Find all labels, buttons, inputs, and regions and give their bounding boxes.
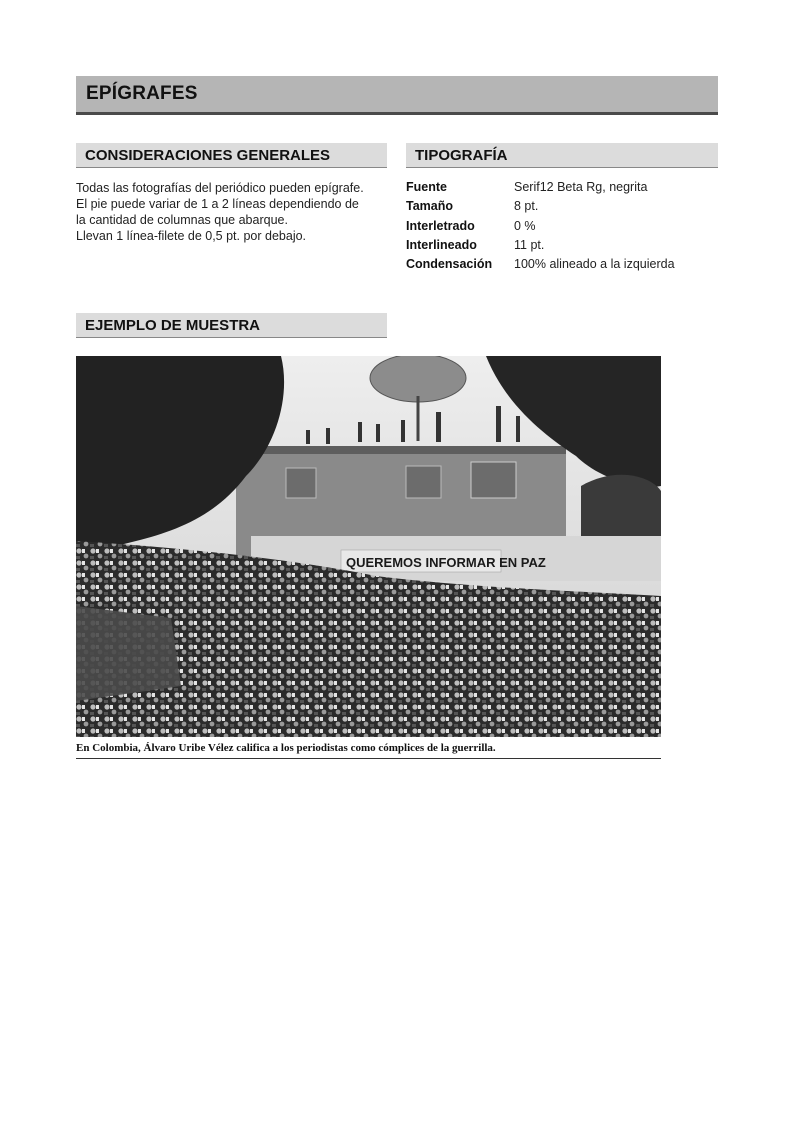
section-title-consideraciones: CONSIDERACIONES GENERALES (85, 147, 331, 164)
table-row (406, 180, 675, 199)
typo-value: 11 pt. (514, 237, 545, 252)
tipografia-table (406, 180, 675, 276)
photo-caption: En Colombia, Álvaro Uribe Vélez califica a los periodistas como cómplices de la guerrilla. (76, 742, 661, 759)
section-header-consideraciones (76, 143, 387, 168)
consideraciones-line: Llevan 1 línea-filete de 0,5 pt. por debajo. (76, 229, 307, 243)
banner-text: QUEREMOS INFORMAR EN PAZ (346, 555, 546, 570)
section-header-ejemplo (76, 313, 387, 338)
typo-label: Interlineado (406, 237, 477, 252)
sample-photo (76, 356, 661, 737)
typo-value: 100% alineado a la izquierda (514, 257, 675, 272)
consideraciones-line: la cantidad de columnas que abarque. (76, 213, 288, 227)
typo-label: Interletrado (406, 218, 475, 233)
typo-label: Condensación (406, 257, 493, 272)
table-row (406, 219, 675, 238)
section-header-tipografia (406, 143, 718, 168)
typo-value: 0 % (514, 218, 536, 233)
section-title-tipografia: TIPOGRAFÍA (415, 147, 508, 164)
consideraciones-text (76, 180, 391, 244)
table-row (406, 238, 675, 257)
crowd-photo-illustration (76, 356, 661, 737)
typo-value: 8 pt. (514, 199, 539, 214)
section-title-ejemplo: EJEMPLO DE MUESTRA (85, 317, 261, 334)
typo-value: Serif12 Beta Rg, negrita (514, 180, 648, 194)
typo-label: Fuente (406, 180, 447, 194)
table-row (406, 257, 675, 276)
page-title: EPÍGRAFES (86, 83, 198, 104)
page-header (76, 76, 718, 115)
table-row (406, 199, 675, 218)
typo-label: Tamaño (406, 199, 453, 214)
consideraciones-line: El pie puede variar de 1 a 2 líneas dependiendo de (76, 197, 359, 211)
consideraciones-line: Todas las fotografías del periódico pueden epígrafe. (76, 181, 364, 195)
